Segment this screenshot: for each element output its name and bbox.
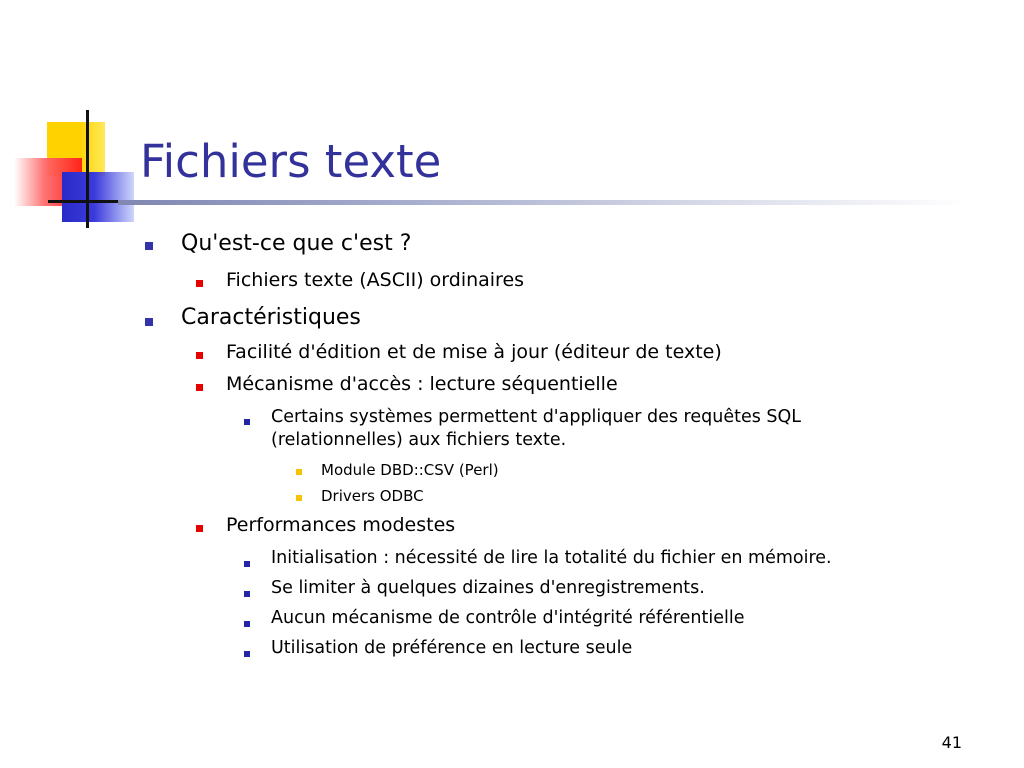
list-item: Utilisation de préférence en lecture seule bbox=[271, 638, 633, 658]
list-item: Fichiers texte (ASCII) ordinaires bbox=[226, 269, 525, 291]
list-item: Certains systèmes permettent d'appliquer des requêtes SQL bbox=[271, 407, 802, 427]
list-item: Se limiter à quelques dizaines d'enregistrements. bbox=[271, 578, 705, 598]
bullet-square-icon bbox=[196, 384, 203, 391]
page-number: 41 bbox=[941, 733, 962, 752]
slide-title: Fichiers texte bbox=[140, 135, 442, 188]
list-item: Module DBD::CSV (Perl) bbox=[321, 461, 499, 479]
bullet-square-icon bbox=[145, 318, 153, 326]
bullet-square-icon bbox=[196, 280, 203, 287]
bullet-square-icon bbox=[244, 621, 250, 627]
bullet-square-icon bbox=[244, 419, 250, 425]
list-item: Caractéristiques bbox=[181, 305, 361, 330]
list-item: Initialisation : nécessité de lire la totalité du fichier en mémoire. bbox=[271, 548, 832, 568]
bullet-square-icon bbox=[296, 495, 302, 501]
bullet-square-icon bbox=[196, 352, 203, 359]
bullet-square-icon bbox=[296, 469, 302, 475]
list-item: Qu'est-ce que c'est ? bbox=[181, 231, 412, 256]
list-item: Performances modestes bbox=[226, 514, 456, 536]
list-item: Drivers ODBC bbox=[321, 487, 424, 505]
bullet-square-icon bbox=[196, 525, 203, 532]
bullet-square-icon bbox=[244, 591, 250, 597]
list-item: Mécanisme d'accès : lecture séquentielle bbox=[226, 373, 618, 395]
list-item: Aucun mécanisme de contrôle d'intégrité référentielle bbox=[271, 608, 745, 628]
bullet-square-icon bbox=[145, 242, 153, 250]
list-item-continuation: (relationnelles) aux fichiers texte. bbox=[271, 430, 567, 450]
list-item: Facilité d'édition et de mise à jour (éditeur de texte) bbox=[226, 341, 722, 363]
bullet-square-icon bbox=[244, 651, 250, 657]
bullet-square-icon bbox=[244, 561, 250, 567]
